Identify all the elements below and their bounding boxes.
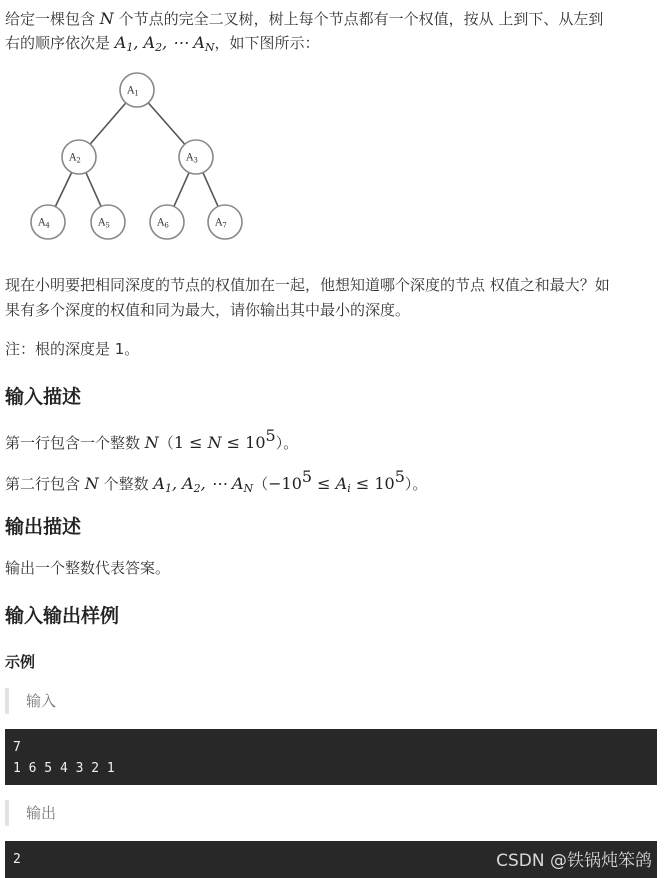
tree-edge	[148, 103, 185, 144]
output-description: 输出一个整数代表答案。	[5, 559, 171, 577]
tree-edge	[86, 173, 101, 207]
tree-node-label: $A_7$	[215, 217, 227, 230]
tree-node-label: $A_5$	[98, 217, 110, 230]
samples-heading: 输入输出样例	[5, 605, 120, 627]
problem-paragraph: 现在小明要把相同深度的节点的权值加在一起，他想知道哪个深度的节点 权值之和最大？如 果有多个深度的权值和同为最大，请你输出其中最小的深度。	[5, 276, 610, 319]
math-n: N	[99, 9, 114, 28]
tree-node-label: $A_2$	[69, 152, 81, 165]
sample-output-code-block[interactable]: 2	[5, 841, 657, 878]
math-sequence: $A_1$, $A_2$, ⋯ $A_N$	[114, 33, 215, 54]
tree-node-label: $A_4$	[38, 217, 50, 230]
input-line-2: 第二行包含 N 个整数 $A_1$, $A_2$, ⋯ $A_N(-10^5 \le A_i \le 10^5)$。	[5, 467, 428, 495]
input-description-heading: 输入描述	[5, 386, 82, 408]
tree-node-label: $A_3$	[186, 152, 198, 165]
output-label-quote: 输出	[5, 800, 655, 826]
sample-input-code-block[interactable]: 7 1 6 5 4 3 2 1	[5, 729, 657, 785]
tree-edge	[90, 103, 126, 144]
intro-paragraph: 给定一棵包含 N 个节点的完全二叉树，树上每个节点都有一个权值，按从 上到下、从左到 右的顺序依次是 $A_1$, $A_2$, ⋯ $A_N$，如下图所示：	[5, 9, 604, 54]
tree-node-label: $A_1$	[127, 85, 139, 98]
tree-node-label: $A_6$	[157, 217, 169, 230]
root-depth-note: 注：根的深度是 1。	[5, 340, 140, 358]
output-description-heading: 输出描述	[5, 516, 82, 538]
input-label-quote: 输入	[5, 688, 655, 714]
tree-nodes	[31, 73, 242, 239]
input-line-1: 第一行包含一个整数 $N(1 \le N \le 10^5)$。	[5, 426, 299, 452]
binary-tree-diagram	[25, 70, 255, 250]
tree-edge	[55, 172, 71, 206]
tree-edge	[174, 173, 189, 207]
tree-edge	[203, 173, 218, 207]
example-heading: 示例	[5, 653, 36, 671]
csdn-watermark: CSDN @铁锅炖笨鸽	[496, 851, 652, 871]
